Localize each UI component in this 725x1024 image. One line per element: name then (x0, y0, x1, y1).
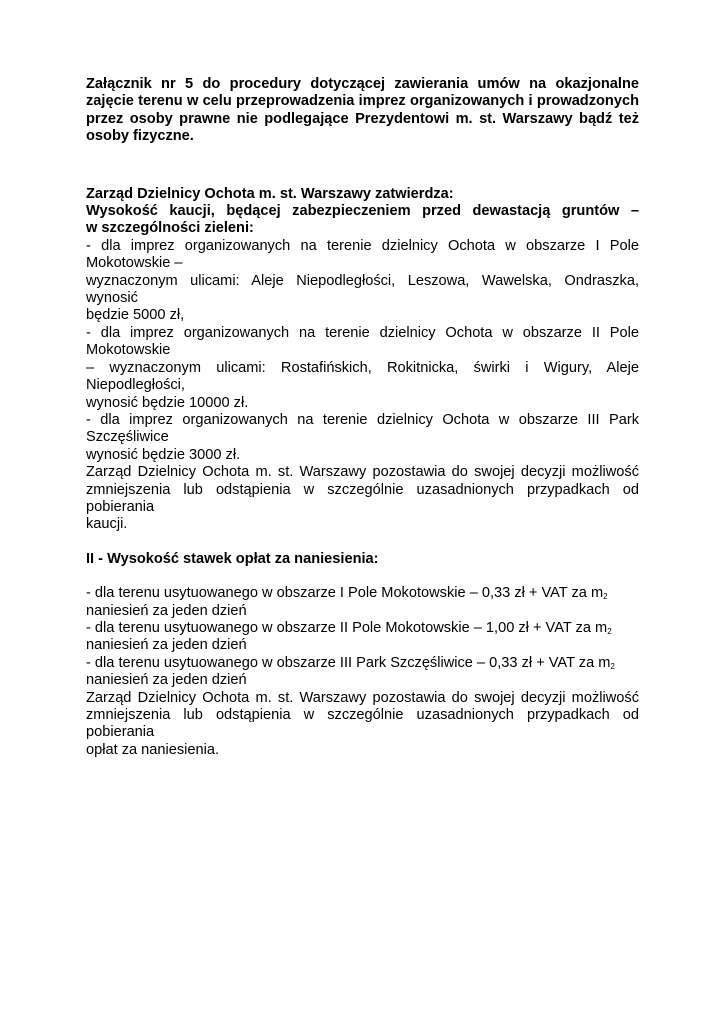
deposit-line: – wyznaczonym ulicami: Rostafińskich, Rokitnicka, świrki i Wigury, Aleje (86, 359, 639, 376)
deposit-line: będzie 5000 zł, (86, 307, 185, 324)
spacer (86, 146, 639, 186)
deposit-line: wynosić (86, 290, 138, 307)
square-meter-superscript: 2 (603, 592, 608, 602)
fee-line: zmniejszenia lub odstąpienia w szczególnie uzasadnionych przypadkach od (86, 707, 639, 723)
fee-line: pobierania (86, 724, 155, 741)
deposit-line: - dla imprez organizowanych na terenie dzielnicy Ochota w obszarze II Pole (86, 324, 639, 341)
deposit-line: Niepodległości, (86, 377, 185, 394)
document-title: Załącznik nr 5 do procedury dotyczącej zawierania umów na okazjonalne zajęcie terenu w celu przeprowadzenia imprez organizowanych i prowadzonych przez osoby prawne nie podlegające Prezydentowi m. st. Warszawy bądź też osoby fizyczne. (86, 76, 639, 145)
square-meter-superscript: 2 (610, 661, 615, 671)
spacer (86, 568, 639, 585)
deposit-line: wynosić będzie 10000 zł. (86, 394, 249, 411)
fee-line: naniesień za jeden dzień (86, 637, 247, 654)
fee-line: opłat za naniesienia. (86, 741, 220, 758)
document-page (86, 76, 639, 759)
fee-line (86, 620, 639, 637)
fee-line: naniesień za jeden dzień (86, 602, 247, 619)
deposit-line: Mokotowskie – (86, 255, 183, 272)
deposit-line: wynosić będzie 3000 zł. (86, 446, 241, 463)
fee-line: naniesień za jeden dzień (86, 672, 247, 689)
fee-line-text: - dla terenu usytuowanego w obszarze III Park Szczęśliwice – 0,33 zł + VAT za m (86, 654, 611, 671)
deposit-line: - dla imprez organizowanych na terenie dzielnicy Ochota w obszarze III Park (86, 411, 639, 428)
deposit-heading: Wysokość kaucji, będącej zabezpieczeniem przed dewastacją gruntów – (86, 203, 639, 220)
deposit-line: Zarząd Dzielnicy Ochota m. st. Warszawy pozostawia do swojej decyzji możliwość (86, 464, 639, 481)
deposit-line: kaucji. (86, 516, 128, 533)
deposit-line: - dla imprez organizowanych na terenie dzielnicy Ochota w obszarze I Pole (86, 237, 639, 254)
deposit-line: Szczęśliwice (86, 429, 169, 446)
deposit-line: Mokotowskie (86, 342, 171, 359)
approval-heading: Zarząd Dzielnicy Ochota m. st. Warszawy zatwierdza: (86, 185, 454, 202)
fee-line: Zarząd Dzielnicy Ochota m. st. Warszawy pozostawia do swojej decyzji możliwość (86, 689, 639, 706)
deposit-line: pobierania (86, 498, 155, 515)
deposit-line: wyznaczonym ulicami: Aleje Niepodległości, Leszowa, Wawelska, Ondraszka, (86, 272, 639, 289)
fee-line (86, 585, 639, 602)
fees-heading: II - Wysokość stawek opłat za naniesienia: (86, 550, 379, 567)
deposit-line: zmniejszenia lub odstąpienia w szczególnie uzasadnionych przypadkach od (86, 481, 639, 498)
spacer (86, 534, 639, 551)
square-meter-superscript: 2 (607, 626, 612, 636)
fee-line (86, 655, 639, 672)
deposit-heading-cont: w szczególności zieleni: (86, 220, 254, 237)
fee-line-text: - dla terenu usytuowanego w obszarze II Pole Mokotowskie – 1,00 zł + VAT za m (86, 619, 608, 636)
fee-line-text: - dla terenu usytuowanego w obszarze I Pole Mokotowskie – 0,33 zł + VAT za m (86, 585, 604, 602)
